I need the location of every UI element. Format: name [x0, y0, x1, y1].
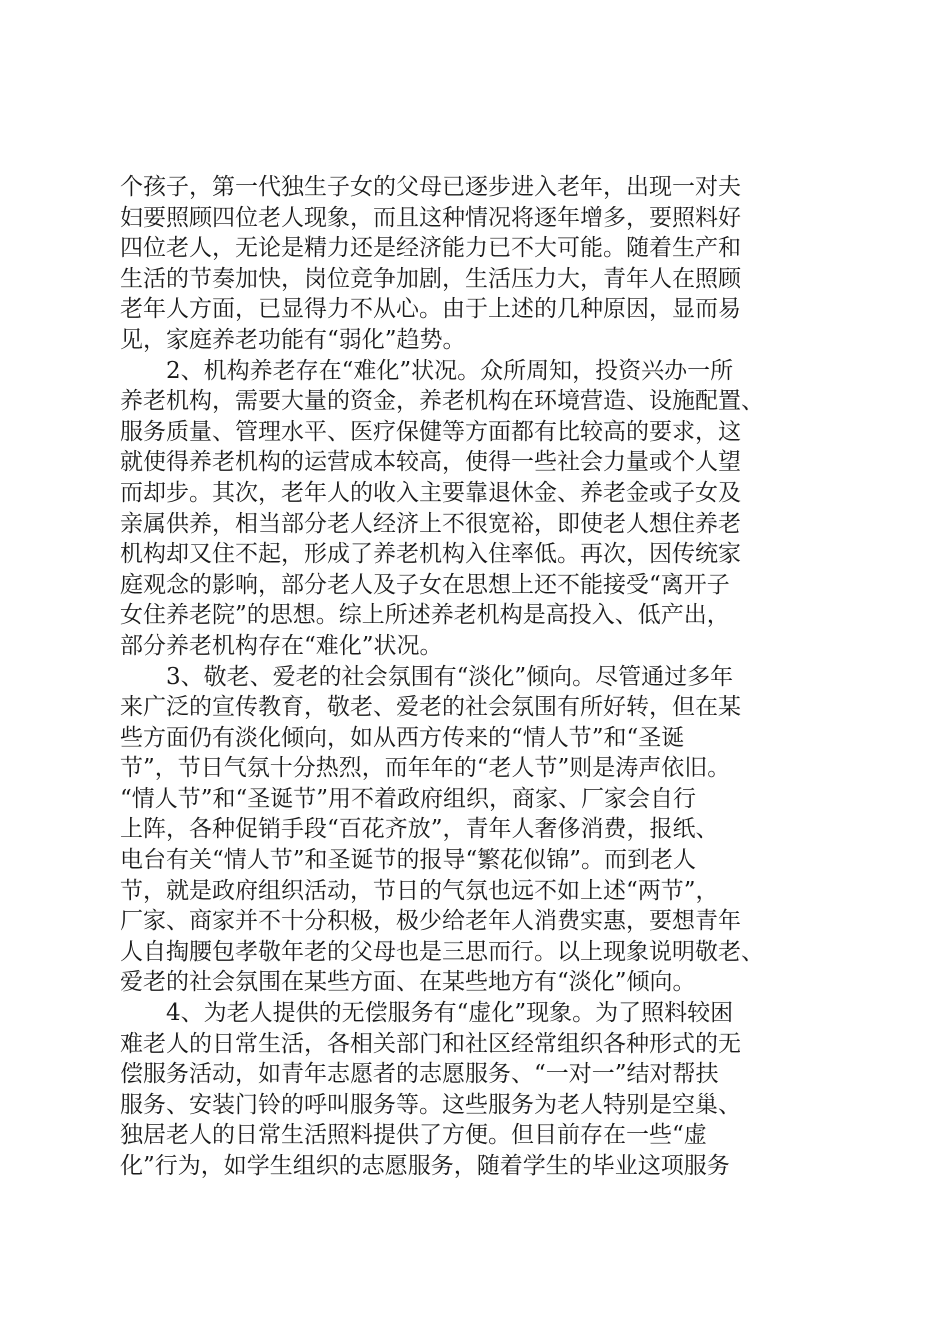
text-line: 而却步。其次，老年人的收入主要靠退休金、养老金或子女及 [120, 479, 741, 506]
text-line: 个孩子，第一代独生子女的父母已逐步进入老年，出现一对夫 [120, 174, 741, 200]
text-line: 人自掏腰包孝敬年老的父母也是三思而行。以上现象说明敬老、 [120, 938, 764, 965]
text-line: 亲属供养，相当部分老人经济上不很宽裕，即使老人想住养老 [120, 510, 741, 537]
text-line: 上阵，各种促销手段“百花齐放”，青年人奢侈消费，报纸、 [120, 816, 719, 843]
text-line: 些方面仍有淡化倾向，如从西方传来的“情人节”和“圣诞 [120, 724, 685, 751]
text-line: 厂家、商家并不十分积极，极少给老年人消费实惠，要想青年 [120, 908, 741, 935]
text-line: 节”，节日气氛十分热烈，而年年的“老人节”则是涛声依旧。 [120, 755, 731, 782]
text-line: 老年人方面，已显得力不从心。由于上述的几种原因，显而易 [120, 296, 741, 323]
text-line: 2、机构养老存在“难化”状况。众所周知，投资兴办一所 [120, 357, 734, 384]
text-line: 机构却又住不起，形成了养老机构入住率低。再次，因传统家 [120, 541, 741, 568]
text-line: 3、敬老、爱老的社会氛围有“淡化”倾向。尽管通过多年 [120, 663, 734, 690]
text-line: 4、为老人提供的无偿服务有“虚化”现象。为了照料较困 [120, 1000, 734, 1027]
text-line: 部分养老机构存在“难化”状况。 [120, 632, 443, 659]
text-line: 四位老人，无论是精力还是经济能力已不大可能。随着生产和 [120, 235, 741, 262]
text-line: 独居老人的日常生活照料提供了方便。但目前存在一些“虚 [120, 1122, 707, 1149]
text-line: 庭观念的影响，部分老人及子女在思想上还不能接受“离开子 [120, 571, 730, 598]
text-line: 难老人的日常生活，各相关部门和社区经常组织各种形式的无 [120, 1030, 741, 1057]
body-text [120, 172, 840, 1182]
text-line: 化”行为，如学生组织的志愿服务，随着学生的毕业这项服务 [120, 1153, 730, 1179]
text-line: 服务、安装门铃的呼叫服务等。这些服务为老人特别是空巢、 [120, 1091, 741, 1118]
text-line: 妇要照顾四位老人现象，而且这种情况将逐年增多，要照料好 [120, 204, 741, 231]
text-line: 偿服务活动，如青年志愿者的志愿服务、“一对一”结对帮扶 [120, 1061, 719, 1088]
text-line: 来广泛的宣传教育，敬老、爱老的社会氛围有所好转，但在某 [120, 694, 741, 721]
text-line: 见，家庭养老功能有“弱化”趋势。 [120, 326, 466, 353]
text-line: 电台有关“情人节”和圣诞节的报导“繁花似锦”。而到老人 [120, 847, 697, 874]
text-line: 就使得养老机构的运营成本较高，使得一些社会力量或个人望 [120, 449, 741, 476]
text-line: 养老机构，需要大量的资金，养老机构在环境营造、设施配置、 [120, 388, 764, 415]
text-line: 生活的节奏加快，岗位竞争加剧，生活压力大，青年人在照顾 [120, 265, 741, 292]
text-line: 节，就是政府组织活动，节日的气氛也远不如上述“两节”， [120, 877, 719, 904]
text-line: 女住养老院”的思想。综上所述养老机构是高投入、低产出， [120, 602, 730, 629]
text-line: 服务质量、管理水平、医疗保健等方面都有比较高的要求，这 [120, 418, 741, 445]
text-line: 爱老的社会氛围在某些方面、在某些地方有“淡化”倾向。 [120, 969, 696, 996]
text-line: “情人节”和“圣诞节”用不着政府组织，商家、厂家会自行 [120, 785, 697, 812]
